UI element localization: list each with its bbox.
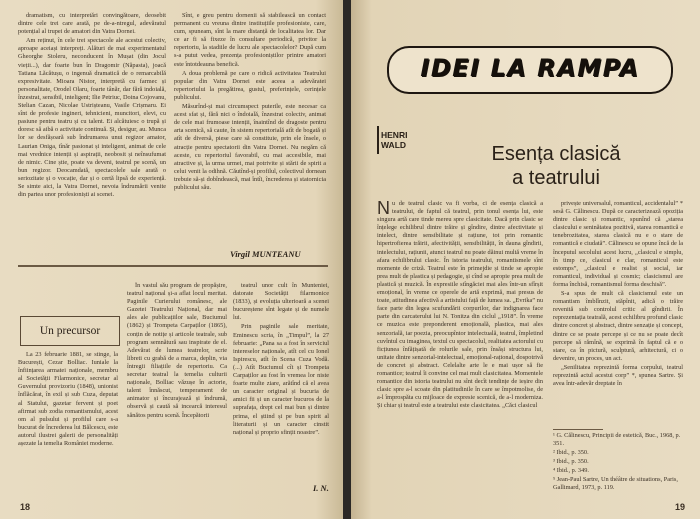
paragraph: La 23 februarie 1881, se stinge, la București, Cezar Bolliac. Iuniale la înființarea armatei naționale, membru al Societății Filarmonice, secretar al Guvernului provizoriu (1848), unionist înflăcărat, în exil și sub Cuza, deputat al Statului, gazetar fervent și poet afirmat sub zodia romantismului, acest om al pulsului și profilul care s-a bucurat de încrederea lui Bălcescu, este autorul ilustrei galerii de personalități așezate la temelia României moderne. <box>18 351 118 448</box>
headline-line-2: a teatrului <box>512 167 600 189</box>
footnote: ⁴ Ibid., p. 349. <box>553 467 589 474</box>
book-gutter <box>343 0 351 519</box>
precursor-column-2 <box>127 282 227 488</box>
author-last-name: WALD <box>381 140 407 150</box>
article-signature: Virgil MUNTEANU <box>230 249 301 259</box>
precursor-column-3 <box>233 282 329 480</box>
initials-signature: I. N. <box>313 483 329 493</box>
paragraph: u de teatrul clasic va fi vorba, ci de esența clasică a teatrului, de faptul că teatrul, prin tonul esența lui, este singura artă care tinde mereu spre clasicitate. Dacă prin clasic se înțelege echilibrul dintre trăire și gîndire, dintre afectivitate și intelect, dintre sensibilitate și rațiune, tot prin romantic hipertrofierea trăirii, afectivității, sensibilității, în dauna gîndirii, intelectului, rațiunii, atunci teatrul nu poate dăinui multă vreme în afara echilibrului clasic. În istoria teatrului, romantismele sînt momente de criză. Teatrul este în primejdie și tinde se apropie prea mult de plastica și pedagogie, și cînd se apropie prea mult de plastică și muzică. În expresiile stîngăciei mai ales într-un sfîrșit emoțional, în vreme ce operele de artă exprimă, mai presus de toate, atitudinea afectivă a artistului față de lumea sa. „Evrika” nu face parte din legea scufundării corpurilor, dar indignarea face parte din carcaterului lui N. Tonitza din ciclul „1918”. În vreme ce muzica este preponderent emoțională, plastica, mai ales senzorială, iar poezia, preocupîntor intelectuală, teatrul, împletind cuvîntul cu imaginea, textul cu spectacolul, realitatea actorului cu ficțiunea înfățișată de rolurile sale, prin însăși structura lui, unitate dintre senzorial-intelectual, emoțional-rațional, dospotrivă de concret și abstract. Celelalte arte le e mai ușor să fie romantice; teatrul îi convine cel mai mult clasicitatea. Momentele romantice din istoria teatrului nu sînt decît tendințe de ieșire din clasic spre a-l scoate din platitudinile în care se împotmolise, de a-l împrospăta cu mijloace de expresie scenică, de a-l moderniza. Și chiar și teatrul este a teatrului este clasicitatea. „Căci clasicul <box>377 200 543 410</box>
headline-line-1: Esența clasică <box>491 143 621 165</box>
paragraph: dramatism, cu interpretări convingătoare, deosebit dintre cele trei care arată, pe de-a-ntregul, adevăratul potențial al trupei de amatori din Vatra Dornei. <box>18 12 166 36</box>
footnotes <box>553 432 683 493</box>
drop-cap: N <box>377 200 390 218</box>
essay-column-1 <box>377 200 543 500</box>
article-headline <box>461 142 651 190</box>
left-page <box>0 0 343 519</box>
author-first-name: HENRI <box>381 130 408 140</box>
paragraph: În vastul său program de propășire, teatrul național și-a aflat locul meritat. Paginile Curierului românesc, ale Gazetei Teatrului Național, dar mai ales ale publicațiilor sale, Buciumul (1862) și Trompeta Carpaților (1865), conțin de notițe și articole teatrale, sub program semnătură sau inspirate de el. Adevărat de lumea teatrelor, scrie libreti cu grabă de a marca, deplin, via întregii filiațiile de repertoriu. Ca secretar teatral la temelia culturii naționale, Bolliac văzușe în actorie, talent înnăscut, temperament de animator și încurajează și îndrumă, observă și caută să incearcă interesul sănătos pentru scenă. Începătorii <box>127 282 227 419</box>
section-title-box: Un precursor <box>20 316 120 346</box>
right-page <box>351 0 700 519</box>
article-column-2 <box>174 12 326 230</box>
footnote: ⁵ Jean-Paul Sartre, Un théâtre de situations, Paris, Gallimard, 1973, p. 119. <box>553 476 678 491</box>
footnote: ¹ G. Călinescu, Principii de estetică, Buc., 1968, p. 351. <box>553 432 681 447</box>
paragraph: privește universalul, romanticul, accidentalul” * sesă G. Călinescu. După ce caracterizează opoziția dintre clasic și romantic, spunînd că „starea clasicului e seninătatea pozitivă, starea romantică e tenebrozitatea, starea clasică nu e o stare de romantică e ciudată”. Călinescu se opune încă de la începutul secolului acest lucru, „clasicul e simplu, în timp ce, clasicul e clar, romanticul este estomps”, „clasicul e realist și social, iar romanticul, individual și cosmic; clasicismul are forma închisă, romantismul forma deschisă”. <box>553 200 683 288</box>
paragraph: Sînt, e greu pentru dornenii să stabilească un contact permanent cu vreuna dintre instituțiile profesioniste, care, cum, spuneam, sînt la mare distanță de localitatea lor. Dar ce ar fi să fixeze în consultare periodică, privitor la repertoriu, la stadiile de lucru ale spectacolelor? După cum s-a putut vedea, prezența profesioniștilor printre amatori este întotdeauna benefică. <box>174 12 326 68</box>
paragraph: Prin paginile sale meritate, Eminescu scria, în „Timpul”, la 27 februarie: „Pana sa a fost în serviciul intereselor naționale, atît cel cu Ionel Ispirescu, atît în Scena Cuza Vodă. (...) Atît Buciumul cît și Trompeta Carpaților au fost în vremea lor niste foarte multe ziare, arătînd că el avea un caracter original și bucuria de amici fii și un caracter bucuros de la suprafața, drept cel mai bun și dintre prima, el știind și pe bun spirit al literaturii și un caracter cinstit național și proprio sfințit noastre”. <box>233 323 329 436</box>
page-number: 18 <box>20 502 31 512</box>
banner-title: IDEI LA RAMPA <box>420 54 640 82</box>
article-column-1 <box>18 12 166 257</box>
footnote-divider <box>553 429 603 430</box>
section-divider <box>18 265 328 267</box>
footnote: ³ Ibid., p. 350. <box>553 458 589 465</box>
paragraph: S-a spus de mult că clasicismul este un romantism îmblînzit, stăpînit, adică o trăire revenită sub controlul critic al gîndirii. În reprezentația teatrală, acest echilibru profund clasic dintre concret și abstract, dintre senzație și concept, dintre ce se poate percepe și ce nu se poate decît percepe să rămînă, se exprimă în faptul că e o stare, ca în pictură, sculptură, arhitectură, ci o devenire, un proces, un act. <box>553 290 683 362</box>
precursor-column-1 <box>18 351 118 481</box>
paragraph: teatrul unor cult în Munteniei, datorate Societății filarmonice (1833), și evoluția ulterioară a scenei bucureștene sînt legate și de numele lui. <box>233 282 329 322</box>
author-bar <box>377 126 379 154</box>
paragraph: A doua problemă pe care o ridică activitatea Teatrului popular din Vatra Dornei este aceea a adevăratei repertoriului la pregătirea, gustul, preferințele, cerințele publicului. <box>174 69 326 101</box>
paragraph: „Senilitatea reprezintă forma corpului, teatrul reprezintă actul acestui corp” *, spunea Sartre. Și avea într-adevăr dreptate în <box>553 363 683 388</box>
paragraph: Am reținut, în cele trei spectacole ale acestui colectiv, aproape aceiași interpreți. Alături de mai experimentatul Gheorghe Stoleru, neconducent în Mușat (din Jocul vieții...), dar foarte bun în Dragomir (Năpasta), joacă Tatiana Lăcătușu, o ingenuă dramatică de o remarcabilă expresivitate. Mioara Nistor, interpretă cu farmec și personalitate, Orodel Olaru, foarte tânăr, dar fără indoială, înzestrat, sensibil, inteligent; Ilie Petriuc, Doina Cojovanu, Stelian Cazan, Nicolae Ustrișteanu, Vasile Crișmaru. Ei sînt de profesie ingineri, tehnicieni, muncitori, elevi, cu pasiune pentru teatru și cu talent. Ei alcătuiesc o trupă și doresc să aibă o activitate continuă. Și, desigur, au. Munca lor se desfășoară sub îndrumarea unui regizor amator, Laurian Oniga, tînăr pasionat și inteligent, animat de cele mai vrednice intenții și aspirații, neobosit și neînsufumat de nimic. Cine știe, poate va deveni, teatrul pe scenă, un bun regizor. Deocamdată, spectacolele sale arată o seriozitate și o vocație, dar și o certă lipsă de experiență. Se simte aici, la Vatra Dornei, nevoia îndrumării venite din partea unor profesioniști ai scenei. <box>18 37 166 199</box>
author-name <box>381 130 419 150</box>
essay-column-2 <box>553 200 683 428</box>
paragraph: Măsurînd-și mai circumspect puterile, este necesar ca acest sfat și, fără nici o îndoială, înzestrat colectiv, animat de cele mai frumoase intenții, înaintînd de dragoste pentru arta scenică, să caute, în sistem repertorială atît de bogată și atît de diversă, piese care să constituie, prin ele însele, o atracție pentru spectatorii din Vatra Dornei. Nu negăm că aceste, cu repertoriul favorabil, cu mai accesibile, mai atractive și, la urma urmei, mai potrivite și stării de spirit a celui venit la odihnă. Căutînd-și profilul, colectivul dornean trebuie să-și dobîndească, mai întîi, încrederea și statornicia publicului său. <box>174 103 326 191</box>
page-number: 19 <box>675 502 686 512</box>
section-banner <box>387 46 673 94</box>
footnote: ² Ibid., p. 350. <box>553 449 589 456</box>
